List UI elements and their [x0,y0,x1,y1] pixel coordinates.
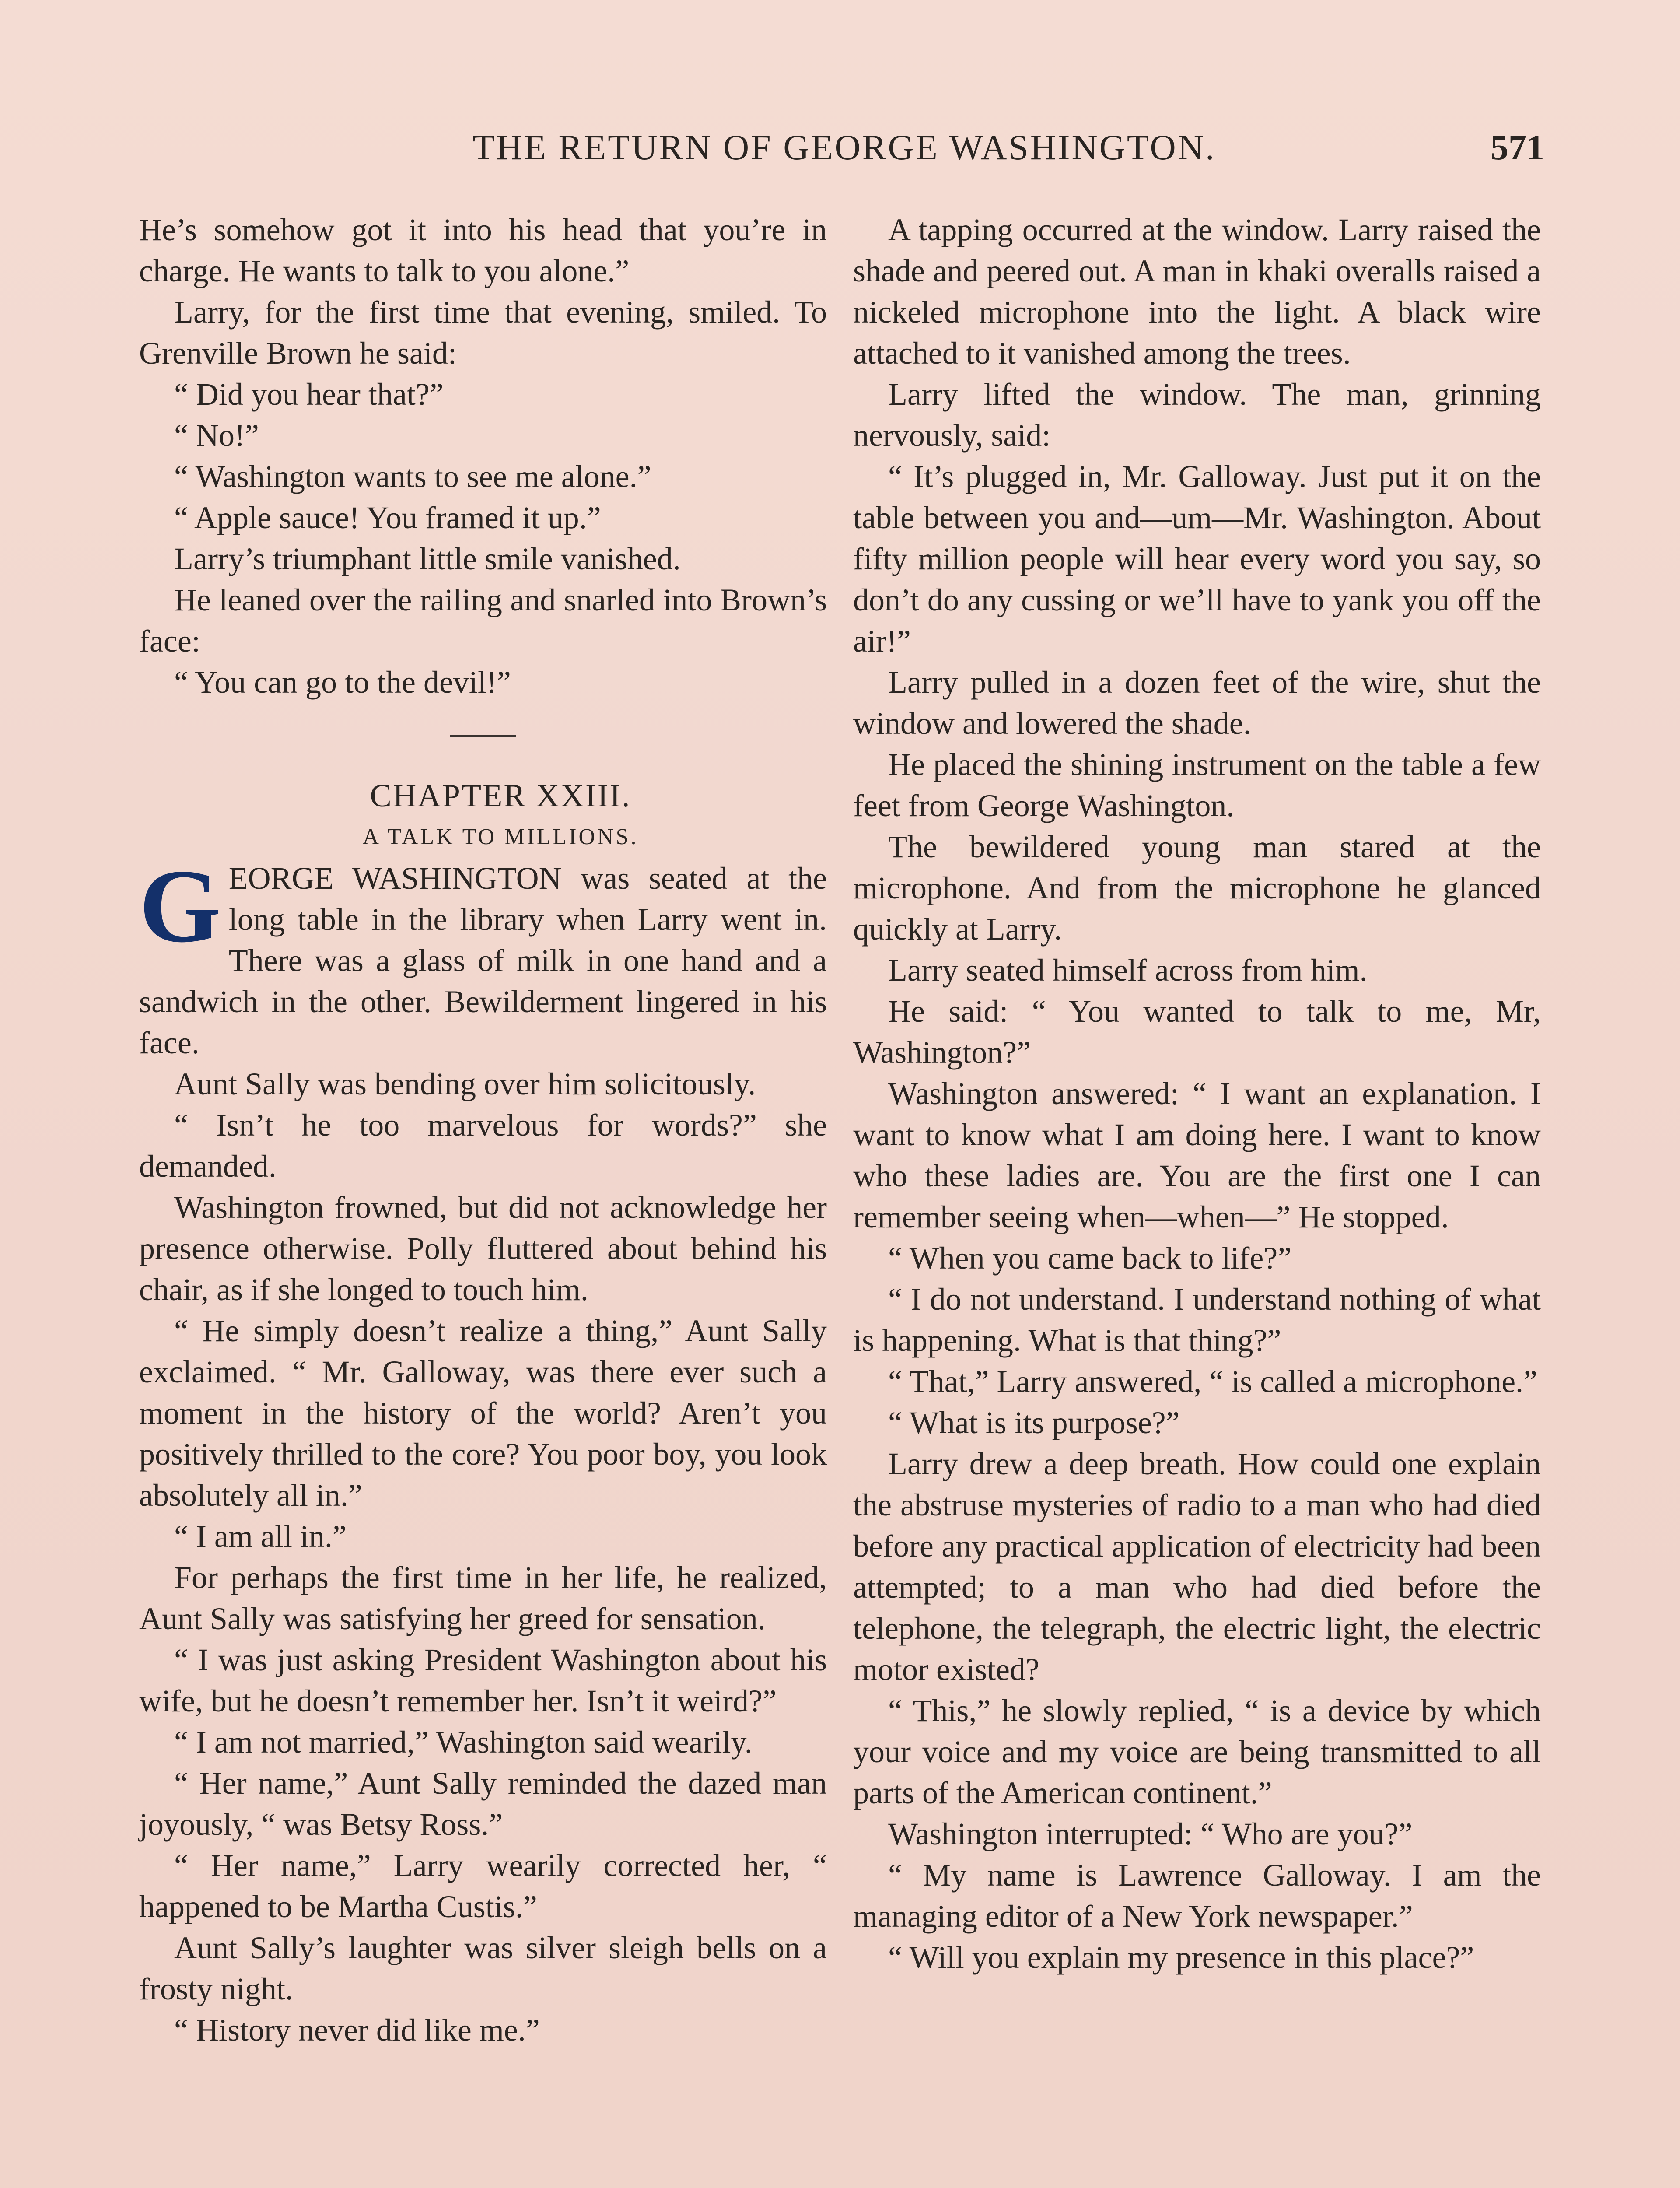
section-divider [450,735,516,737]
paragraph: Aunt Sally was bending over him solicitously. [174,1066,756,1101]
left-column [139,209,827,2051]
paragraph: Larry lifted the window. The man, grinning nervously, said: [853,377,1541,453]
paragraph: Larry drew a deep breath. How could one explain the abstruse mysteries of radio to a man who had died before any practical application of electricity had been attempted; to a man who had died before the telephone, the telegraph, the electric light, the electric motor existed? [853,1446,1541,1687]
running-title: THE RETURN OF GEORGE WASHINGTON. [472,127,1216,167]
paragraph: “ I do not understand. I understand nothing of what is happening. What is that thing?” [853,1282,1541,1358]
paragraph: “ He simply doesn’t realize a thing,” Aunt Sally exclaimed. “ Mr. Galloway, was there ever such a moment in the history of the world? Aren’t you positively thrilled to the core? You poor boy, you look absolutely all in.” [139,1313,827,1513]
paragraph: Larry seated himself across from him. [888,953,1368,988]
paragraph: Washington frowned, but did not acknowledge her presence otherwise. Polly fluttered about behind his chair, as if she longed to touch him. [139,1190,827,1307]
page-number: 571 [1491,127,1544,167]
paragraph: He placed the shining instrument on the table a few feet from George Washington. [853,747,1541,823]
paragraph: Larry’s triumphant little smile vanished. [174,541,681,576]
drop-cap: G [139,848,221,964]
opening-paragraph [139,848,827,1063]
paragraph: “ I was just asking President Washington about his wife, but he doesn’t remember her. Isn’t it weird?” [139,1642,827,1718]
paragraph: “ No!” [174,418,259,453]
paragraph: He leaned over the railing and snarled into Brown’s face: [139,582,827,659]
paragraph: “ This,” he slowly replied, “ is a device by which your voice and my voice are being transmitted to all parts of the American continent.” [853,1693,1541,1810]
paragraph: “ Will you explain my presence in this place?” [888,1940,1474,1975]
paragraph: For perhaps the first time in her life, he realized, Aunt Sally was satisfying her greed for sensation. [139,1560,827,1636]
paragraph: “ That,” Larry answered, “ is called a microphone.” [888,1364,1537,1399]
chapter-heading: CHAPTER XXIII. [370,778,631,814]
paragraph: “ I am not married,” Washington said wearily. [174,1725,752,1760]
paragraph: “ Her name,” Larry wearily corrected her, “ happened to be Martha Custis.” [139,1848,827,1924]
paragraph: “ It’s plugged in, Mr. Galloway. Just put it on the table between you and—um—Mr. Washington. About fifty million people will hear every word you say, so don’t do any cussing or we’ll have to yank you off the air!” [853,459,1541,659]
paragraph: “ You can go to the devil!” [174,665,511,700]
paragraph: “ Washington wants to see me alone.” [174,459,651,494]
paragraph: Aunt Sally’s laughter was silver sleigh bells on a frosty night. [139,1930,827,2006]
paragraph: “ My name is Lawrence Galloway. I am the managing editor of a New York newspaper.” [853,1858,1541,1934]
paragraph: The bewildered young man stared at the microphone. And from the microphone he glanced quickly at Larry. [853,829,1541,947]
opening-paragraph-text: EORGE WASHINGTON was seated at the long table in the library when Larry went in. There was a glass of milk in one hand and a sandwich in the other. Bewilderment lingered in his face. [139,861,827,1060]
paragraph: A tapping occurred at the window. Larry raised the shade and peered out. A man in khaki overalls raised a nickeled microphone into the light. A black wire attached to it vanished among the trees. [853,212,1541,371]
paragraph: “ What is its purpose?” [888,1405,1180,1440]
paragraph: Larry, for the first time that evening, smiled. To Grenville Brown he said: [139,295,827,371]
right-column [853,209,1541,1978]
paragraph: He said: “ You wanted to talk to me, Mr, Washington?” [853,994,1541,1070]
paragraph: “ Her name,” Aunt Sally reminded the dazed man joyously, “ was Betsy Ross.” [139,1766,827,1842]
paragraph: “ I am all in.” [174,1519,346,1554]
paragraph: Larry pulled in a dozen feet of the wire, shut the window and lowered the shade. [853,665,1541,741]
paragraph: Washington interrupted: “ Who are you?” [888,1816,1413,1851]
running-header [144,127,1544,188]
paragraph: “ Isn’t he too marvelous for words?” she demanded. [139,1108,827,1184]
paragraph: “ Apple sauce! You framed it up.” [174,500,601,535]
paragraph: Washington answered: “ I want an explanation. I want to know what I am doing here. I want to know who these ladies are. You are the first one I can remember seeing when—when—” He stopped. [853,1076,1541,1234]
paragraph: “ History never did like me.” [174,2013,540,2048]
paragraph: “ Did you hear that?” [174,377,444,412]
paragraph: “ When you came back to life?” [888,1241,1292,1276]
chapter-subtitle: A TALK TO MILLIONS. [362,824,639,849]
paragraph: He’s somehow got it into his head that you’re in charge. He wants to talk to you alone.” [139,212,827,288]
